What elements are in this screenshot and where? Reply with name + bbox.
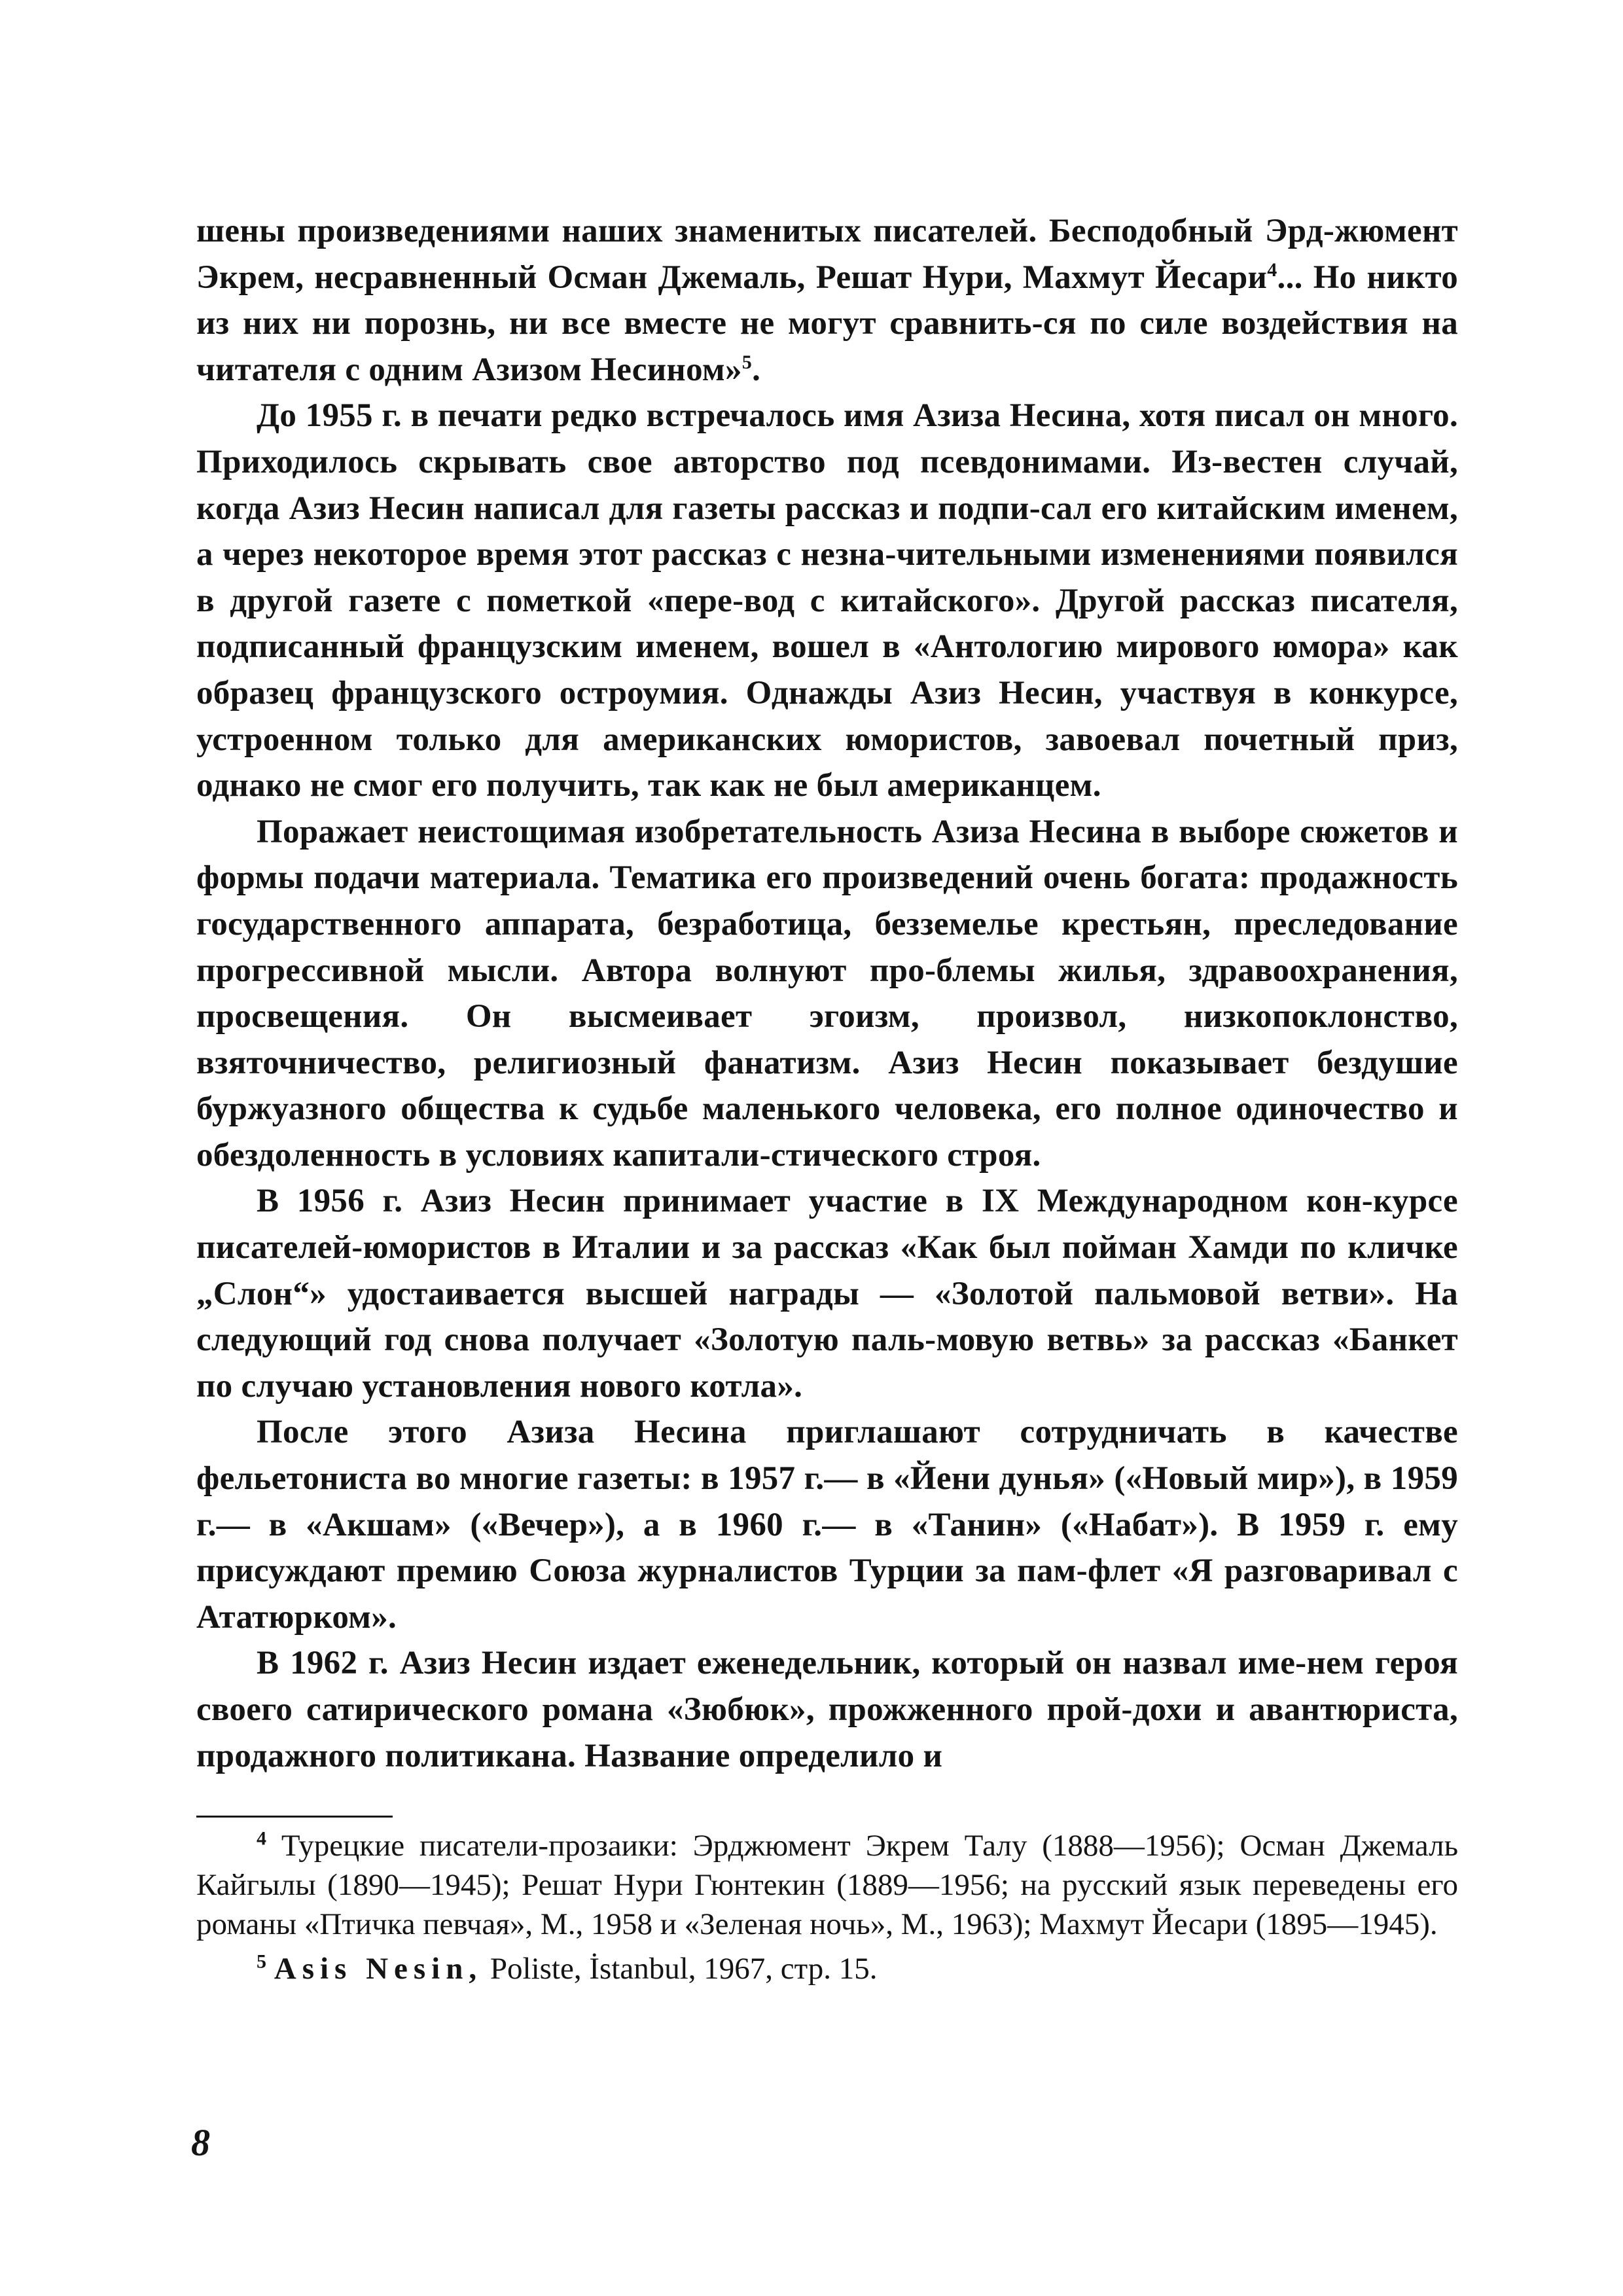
footnote-4	[196, 1826, 1458, 1944]
main-text	[196, 208, 1458, 1779]
paragraph-text: ... Но никто из них ни порознь, ни все вместе не могут сравнить-ся по силе воздействия на читателя с одним Азизом Несином»	[196, 259, 1458, 388]
paragraph-continued	[196, 208, 1458, 393]
footnote-divider	[196, 1816, 393, 1818]
page-number: 8	[191, 2121, 210, 2164]
footnote-text: Poliste, İstanbul, 1967, стр. 15.	[482, 1952, 878, 1986]
paragraph: В 1962 г. Азиз Несин издает еженедельник, который он назвал име-нем героя своего сатирического романа «Зюбюк», прожженного прой-дохи и авантюриста, продажного политикана. Название определило и	[196, 1645, 1458, 1774]
sentence-end: .	[752, 351, 761, 388]
footnote-author: Asis Nesin,	[274, 1952, 483, 1986]
paragraph: Поражает неистощимая изобретательность Азиза Несина в выборе сюжетов и формы подачи материала. Тематика его произведений очень богата: продажность государственного аппарата, безработица, безземелье крестьян, преследование прогрессивной мысли. Автора волнуют про-блемы жилья, здравоохранения, просвещения. Он высмеивает эгоизм, произвол, низкопоклонство, взяточничество, религиозный фанатизм. Азиз Несин показывает бездушие буржуазного общества к судьбе маленького человека, его полное одиночество и обездоленность в условиях капитали-стического строя.	[196, 813, 1458, 1174]
footnote-mark: 5	[257, 1950, 266, 1973]
footnote-reference-4[interactable]: 4	[1267, 259, 1277, 281]
footnote-mark: 4	[257, 1827, 266, 1850]
footnote-text: Турецкие писатели-прозаики: Эрджюмент Экрем Талу (1888—1956); Осман Джемаль Кайгылы (1890—1945); Решат Нури Гюнтекин (1889—1956; на русский язык переведены его романы «Птичка певчая», М., 1958 и «Зеленая ночь», М., 1963); Махмут Йесари (1895—1945).	[196, 1829, 1458, 1941]
paragraph: До 1955 г. в печати редко встречалось имя Азиза Несина, хотя писал он много. Приходилось скрывать свое авторство под псевдонимами. Из-вестен случай, когда Азиз Несин написал для газеты рассказ и подпи-сал его китайским именем, а через некоторое время этот рассказ с незна-чительными изменениями появился в другой газете с пометкой «пере-вод с китайского». Другой рассказ писателя, подписанный французским именем, вошел в «Антологию мирового юмора» как образец французского остроумия. Однажды Азиз Несин, участвуя в конкурсе, устроенном только для американских юмористов, завоевал почетный приз, однако не смог его получить, так как не был американцем.	[196, 397, 1458, 804]
footnote-5	[196, 1949, 1458, 1988]
footnotes	[196, 1826, 1458, 1994]
paragraph-text: шены произведениями наших знаменитых писателей. Бесподобный Эрд-жюмент Экрем, несравненный Осман Джемаль, Решат Нури, Махмут Йесари	[196, 213, 1458, 296]
paragraph: После этого Азиза Несина приглашают сотрудничать в качестве фельетониста во многие газеты: в 1957 г.— в «Йени дунья» («Новый мир»), в 1959 г.— в «Акшам» («Вечер»), а в 1960 г.— в «Танин» («Набат»). В 1959 г. ему присуждают премию Союза журналистов Турции за пам-флет «Я разговаривал с Ататюрком».	[196, 1414, 1458, 1636]
footnote-reference-5[interactable]: 5	[741, 351, 753, 373]
paragraph: В 1956 г. Азиз Несин принимает участие в IX Международном кон-курсе писателей-юмористов в Италии и за рассказ «Как был пойман Хамди по кличке „Слон“» удостаивается высшей награды — «Золотой пальмовой ветви». На следующий год снова получает «Золотую паль-мовую ветвь» за рассказ «Банкет по случаю установления нового котла».	[196, 1183, 1458, 1405]
